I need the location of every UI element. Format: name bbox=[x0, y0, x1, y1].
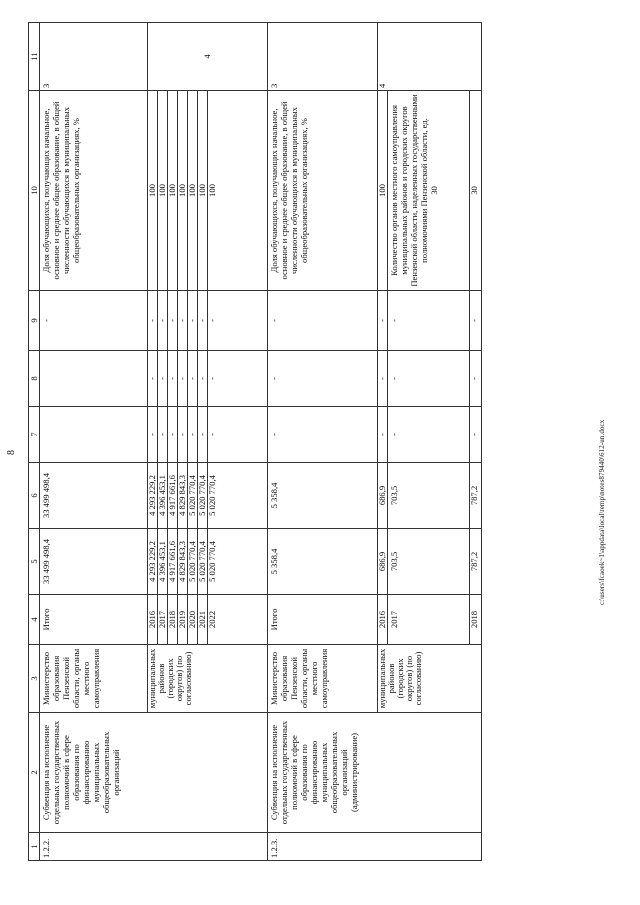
header-cell: 9 bbox=[29, 291, 40, 351]
year-row: 2020 5 020 770,4 5 020 770,4 - - - 100 bbox=[188, 23, 198, 861]
c11-b: 4 bbox=[378, 23, 482, 91]
table-row: 1.2.3. Субвенция на исполнение отдельных государственных полномочий в сфере образования по финансированию муниципальных общеобразовательных организаций (администрирование) Министерство образования Пензенской области, органы местного самоуправления Итого 5 358,4 5 358,4 - - - Доля обучающихся, получающих начальное, основное и среднее общее образование, в общей численности обучающихся в муниципальных общеобразовательных организациях, % 3 bbox=[268, 23, 378, 861]
total-c6: 5 358,4 bbox=[268, 463, 378, 529]
year-row: 2021 5 020 770,4 5 020 770,4 - - - 100 bbox=[198, 23, 208, 861]
header-cell: 10 bbox=[29, 91, 40, 291]
header-cell: 7 bbox=[29, 407, 40, 463]
year-row: 2018 787,2 787,2 - - - 30 bbox=[470, 23, 482, 861]
total-c9: - bbox=[40, 291, 148, 351]
total-c6: 33 499 498,4 bbox=[40, 463, 148, 529]
header-cell: 4 bbox=[29, 595, 40, 645]
executor-top: Министерство образования Пензенской области, органы местного самоуправления bbox=[268, 645, 378, 713]
executor-bottom: муниципальных районов (городских округов) (по согласованию) bbox=[378, 645, 482, 713]
header-cell: 5 bbox=[29, 529, 40, 595]
header-cell: 3 bbox=[29, 645, 40, 713]
year-row: муниципальных районов (городских округов) (по согласованию) 2016 686,9 686,9 - - - 100 4 bbox=[378, 23, 388, 861]
c11-a: 3 bbox=[268, 23, 378, 91]
measure-name: Субвенция на исполнение отдельных государственных полномочий в сфере образования по финансированию муниципальных общеобразовательных организаций bbox=[40, 713, 268, 833]
c11-mid: 4 bbox=[148, 23, 268, 91]
header-cell: 11 bbox=[29, 23, 40, 91]
table-row bbox=[40, 23, 148, 861]
total-c5: 5 358,4 bbox=[268, 529, 378, 595]
program-table bbox=[28, 22, 482, 861]
total-label: Итого bbox=[268, 595, 378, 645]
indicator: Доля обучающихся, получающих начальное, основное и среднее общее образование, в общей численности обучающихся в муниципальных общеобразовательных организациях, % bbox=[268, 91, 378, 291]
executor-bottom: муниципальных районов (городских округов) (по согласованию) bbox=[148, 645, 268, 713]
total-c5: 33 499 498,4 bbox=[40, 529, 148, 595]
indicator2: Количество органов местного самоуправления муниципальных районов и городских округов Пензенской области, наделенных государственными полномочиями Пензенской области, ед. 30 bbox=[388, 91, 470, 291]
year-row: 2018 4 917 661,6 4 917 661,6 - - - 100 bbox=[168, 23, 178, 861]
year-row: 2019 4 829 843,3 4 829 843,3 - - - 100 bbox=[178, 23, 188, 861]
row-number: 1.2.3. bbox=[268, 833, 482, 861]
header-cell: 2 bbox=[29, 713, 40, 833]
c11-top: 3 bbox=[40, 23, 148, 91]
row-number: 1.2.2. bbox=[40, 833, 268, 861]
year-row: 2017 4 396 453,1 4 396 453,1 - - - 100 bbox=[158, 23, 168, 861]
header-cell: 6 bbox=[29, 463, 40, 529]
header-row bbox=[29, 23, 40, 861]
header-cell: 1 bbox=[29, 833, 40, 861]
year-row: 2022 5 020 770,4 5 020 770,4 - - - 100 bbox=[208, 23, 268, 861]
executor-top: Министерство образования Пензенской области, органы местного самоуправления bbox=[40, 645, 148, 713]
year-row: муниципальных районов (городских округов) (по согласованию) 2016 4 293 229,2 4 293 229,2 - - - 100 4 bbox=[148, 23, 158, 861]
indicator: Доля обучающихся, получающих начальное, основное и среднее общее образование, в общей численности обучающихся в муниципальных общеобразовательных организациях, % bbox=[40, 91, 148, 291]
header-cell: 8 bbox=[29, 351, 40, 407]
total-label: Итого bbox=[40, 595, 148, 645]
year-row: 2017 703,5 703,5 - - - Количество органов местного самоуправления муниципальных районов и городских округов Пензенской области, наделенных государственными полномочиями Пензенской области, ед. 30 bbox=[388, 23, 470, 861]
footer-path: c:\users\fcaoek~1\appdata\local\temp\notes879440\612-un.docx bbox=[598, 419, 606, 605]
page-number: 8 bbox=[6, 450, 17, 455]
measure-name: Субвенция на исполнение отдельных государственных полномочий в сфере образования по финансированию муниципальных общеобразовательных организаций (администрирование) bbox=[268, 713, 482, 833]
